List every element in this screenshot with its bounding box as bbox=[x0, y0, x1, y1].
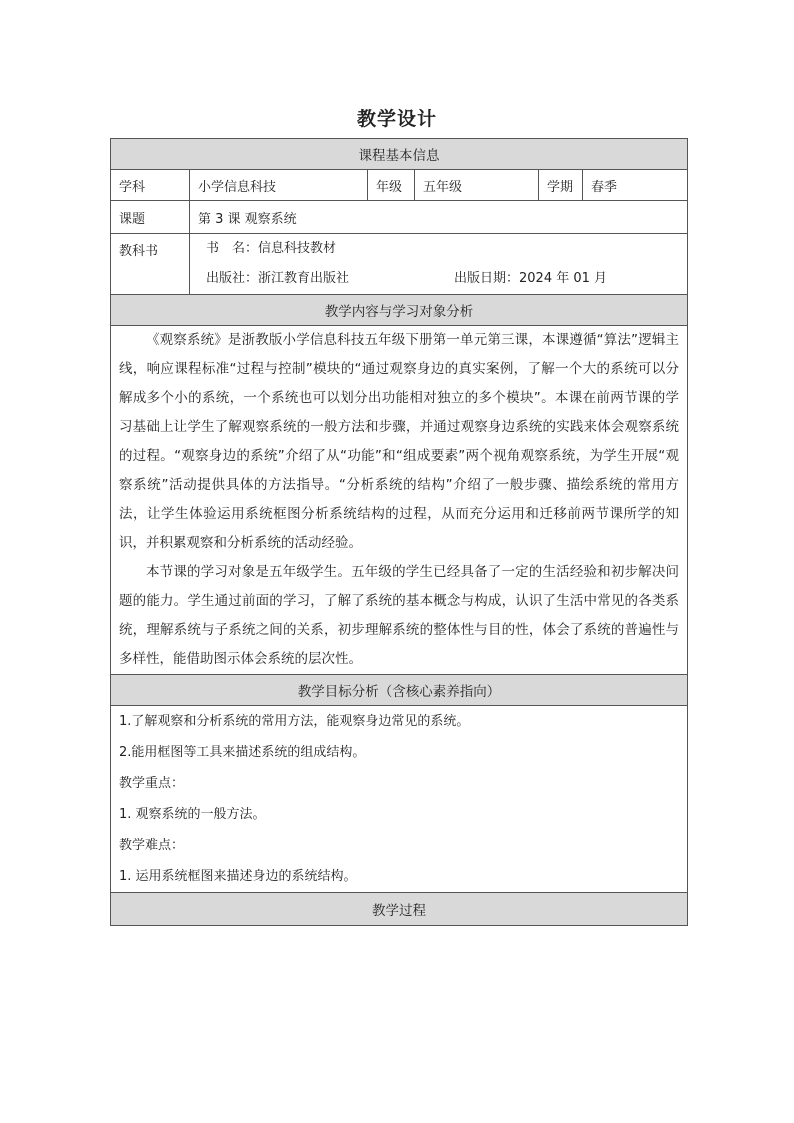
publisher-line bbox=[198, 264, 679, 294]
learner-paragraph: 本节课的学习对象是五年级学生。五年级的学生已经具备了一定的生活经验和初步解决问题的能力。学生通过前面的学习，了解了系统的基本概念与构成，认识了生活中常见的各类系统，理解系统与子系统之间的关系，初步理解系统的整体性与目的性，体会了系统的普遍性与多样性，能借助图示体会系统的层次性。 bbox=[119, 564, 680, 667]
goals-header-row bbox=[111, 675, 688, 706]
content-paragraph: 《观察系统》是浙教版小学信息科技五年级下册第一单元第三课，本课遵循“算法”逻辑主线，响应课程标准“过程与控制”模块的“通过观察身边的真实案例，了解一个大的系统可以分解成多个小的系统，一个系统也可以划分出功能相对独立的多个模块”。本课在前两节课的学习基础上让学生了解观察系统的一般方法和步骤，并通过观察身边系统的实践来体会观察系统的过程。“观察身边的系统”介绍了从“功能”和“组成要素”两个视角观察系统，为学生开展“观察系统”活动提供具体的方法指导。“分析系统的结构”介绍了一般步骤、描绘系统的常用方法，让学生体验运用系统框图分析系统结构的过程，从而充分运用和迁移前两节课所学的知识，并积累观察和分析系统的活动经验。 bbox=[119, 332, 680, 551]
lesson-row bbox=[111, 201, 688, 234]
content-analysis-body bbox=[111, 326, 688, 675]
section-header-basic-info: 课程基本信息 bbox=[111, 139, 688, 170]
book-name: 书 名：信息科技教材 bbox=[206, 241, 337, 256]
textbook-label: 教科书 bbox=[111, 234, 190, 295]
subject-label: 学科 bbox=[111, 170, 190, 201]
term-label: 学期 bbox=[539, 170, 583, 201]
publish-date: 出版日期：2024 年 01 月 bbox=[454, 271, 608, 286]
goals-body-row bbox=[111, 706, 688, 893]
section-header-teaching-process: 教学过程 bbox=[111, 893, 688, 926]
term-value: 春季 bbox=[583, 170, 688, 201]
subject-row bbox=[111, 170, 688, 201]
difficult-points-label: 教学难点： bbox=[119, 838, 185, 853]
key-points-label: 教学重点： bbox=[119, 776, 185, 791]
basic-info-header-row bbox=[111, 139, 688, 170]
grade-label: 年级 bbox=[368, 170, 415, 201]
process-header-row bbox=[111, 893, 688, 926]
lesson-value: 第 3 课 观察系统 bbox=[190, 201, 688, 234]
analysis-header-row bbox=[111, 295, 688, 326]
lesson-plan-table bbox=[110, 138, 688, 926]
teaching-goals-body bbox=[111, 706, 688, 893]
lesson-label: 课题 bbox=[111, 201, 190, 234]
grade-value: 五年级 bbox=[415, 170, 539, 201]
goal-item-1: 1.了解观察和分析系统的常用方法，能观察身边常见的系统。 bbox=[119, 714, 470, 729]
goal-item-2: 2.能用框图等工具来描述系统的组成结构。 bbox=[119, 745, 366, 760]
difficult-point-1: 1. 运用系统框图来描述身边的系统结构。 bbox=[119, 869, 357, 884]
publisher: 出版社：浙江教育出版社 bbox=[206, 271, 350, 286]
section-header-content-analysis: 教学内容与学习对象分析 bbox=[111, 295, 688, 326]
textbook-info bbox=[190, 234, 688, 295]
analysis-body-row bbox=[111, 326, 688, 675]
section-header-teaching-goals: 教学目标分析（含核心素养指向） bbox=[111, 675, 688, 706]
subject-value: 小学信息科技 bbox=[190, 170, 368, 201]
document-title: 教学设计 bbox=[356, 108, 437, 130]
textbook-row bbox=[111, 234, 688, 295]
key-point-1: 1. 观察系统的一般方法。 bbox=[119, 807, 266, 822]
